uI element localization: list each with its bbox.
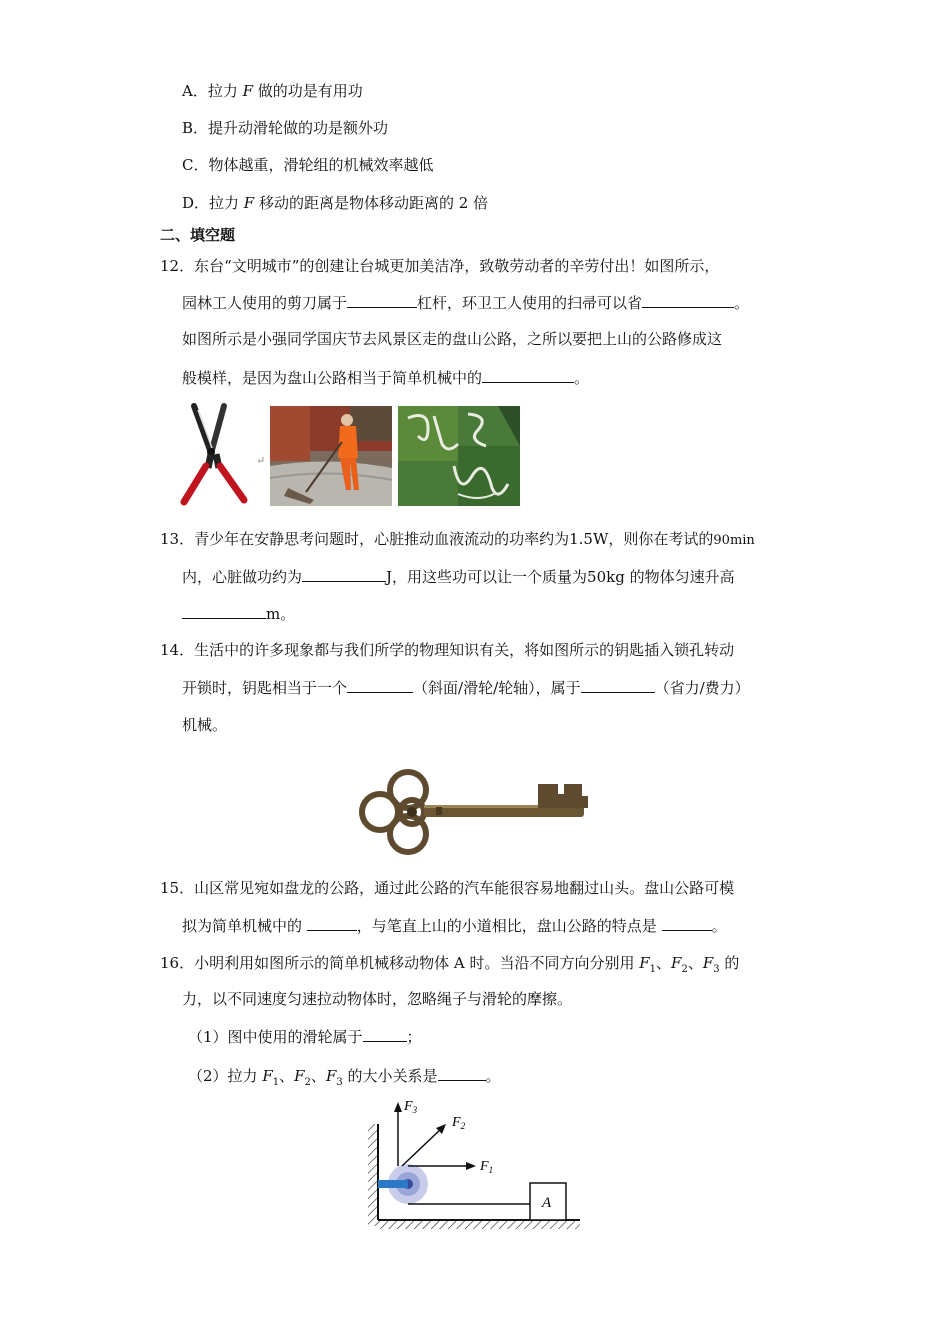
q12-text-c: 。 — [734, 294, 750, 312]
q13-line3 — [182, 602, 295, 625]
q13-blank-2[interactable] — [182, 602, 266, 619]
q13-unit: min — [729, 533, 755, 548]
option-d-rest: 移动的距离是物体移动距离的 2 倍 — [254, 194, 489, 212]
q15-blank-2[interactable] — [662, 914, 712, 931]
f2-arrow — [402, 1128, 442, 1166]
f2-letter: F — [452, 1115, 461, 1130]
section-heading: 二、填空题 — [160, 226, 236, 244]
q16-text-a: 16．小明利用如图所示的简单机械移动物体 A 时。当沿不同方向分别用 — [160, 954, 640, 972]
q16-blank-1[interactable] — [363, 1025, 407, 1042]
q14-text-b: （斜面/滑轮/轮轴），属于 — [413, 679, 581, 697]
q13-mass: 50kg — [587, 568, 625, 586]
q13-time: 90 — [713, 533, 730, 548]
q12-blank-3[interactable] — [482, 366, 574, 383]
q16-line2: 力，以不同速度匀速拉动物体时，忽略绳子与滑轮的摩擦。 — [182, 990, 573, 1008]
q16-f3-sub: 3 — [713, 964, 720, 975]
key-image — [350, 764, 596, 858]
q13-text-d: ，用这些功可以让一个质量为 — [392, 568, 588, 586]
q16-s2-f3-sub: 3 — [336, 1077, 343, 1088]
ground-hatch — [378, 1220, 580, 1229]
q12-text-d: 般模样，是因为盘山公路相当于简单机械中的 — [182, 369, 483, 387]
q16-line1 — [160, 952, 739, 981]
q14-line1: 14．生活中的许多现象都与我们所学的物理知识有关，将如图所示的钥匙插入锁孔转动 — [160, 641, 735, 659]
option-a-rest: 做的功是有用功 — [253, 82, 363, 100]
q12-line2 — [182, 291, 749, 314]
f1-arrowhead — [466, 1162, 476, 1170]
q14-line2 — [182, 676, 750, 699]
q13-text-f: 。 — [280, 605, 296, 623]
q16-s2-sep-1: 、 — [279, 1067, 295, 1085]
q16-s2-sep-2: 、 — [310, 1067, 326, 1085]
q16-sub2-text: （2）拉力 — [188, 1067, 263, 1085]
q16-sub1-end: ； — [406, 1028, 422, 1046]
q12-text-b: 杠杆，环卫工人使用的扫帚可以省 — [417, 294, 643, 312]
f1-letter: F — [480, 1159, 489, 1174]
q15-line1: 15．山区常见宛如盘龙的公路，通过此公路的汽车能很容易地翻过山头。盘山公路可模 — [160, 879, 735, 897]
q14-blank-2[interactable] — [581, 676, 655, 693]
f2-label — [451, 1115, 466, 1131]
q15-line2 — [182, 914, 727, 937]
q12-line4 — [182, 366, 589, 389]
q16-f3-letter: F — [702, 954, 714, 972]
q13-text-a: 13．青少年在安静思考问题时，心脏推动血液流动的功率约为 — [160, 530, 570, 548]
option-a-var: F — [242, 82, 254, 100]
q12-blank-2[interactable] — [642, 291, 734, 308]
q14-text-a: 开锁时，钥匙相当于一个 — [182, 679, 348, 697]
option-b: B．提升动滑轮做的功是额外功 — [182, 119, 389, 137]
q16-sub1-text: （1）图中使用的滑轮属于 — [188, 1028, 363, 1046]
q16-s2-f3-letter: F — [325, 1067, 337, 1085]
q16-s2-f2-letter: F — [294, 1067, 305, 1085]
mountain-road-image — [398, 406, 520, 506]
q15-text-b: ，与笔直上山的小道相比，盘山公路的特点是 — [356, 917, 662, 935]
q13-blank-1[interactable] — [302, 565, 386, 582]
q13-text-c: 内，心脏做功约为 — [182, 568, 303, 586]
f2-sub: 2 — [460, 1121, 466, 1131]
f3-label — [403, 1099, 418, 1115]
q16-sub2-text-b: 的大小关系是 — [342, 1067, 438, 1085]
q14-line3: 机械。 — [182, 716, 228, 734]
q16-f2-letter: F — [671, 954, 682, 972]
q13-power: 1.5W — [569, 530, 609, 548]
q15-text-c: 。 — [711, 917, 727, 935]
q14-text-c: （省力/费力） — [654, 679, 750, 697]
q16-s2-f1-letter: F — [262, 1067, 273, 1085]
f1-sub: 1 — [488, 1165, 494, 1175]
q13-unit-m: m — [266, 605, 281, 623]
q16-f2-sub: 2 — [681, 964, 688, 975]
q16-f1-sub: 1 — [649, 964, 657, 975]
pulley-diagram — [362, 1094, 592, 1236]
q16-sub2-end: 。 — [485, 1067, 501, 1085]
q16-s2-f2-sub: 2 — [304, 1077, 311, 1088]
q13-line2 — [182, 565, 735, 588]
q15-text-a: 拟为简单机械中的 — [182, 917, 307, 935]
option-a-prefix: A．拉力 — [182, 82, 243, 100]
q16-sub1 — [188, 1025, 422, 1048]
option-d-var: F — [243, 194, 255, 212]
option-a — [182, 80, 363, 102]
q12-text-e: 。 — [574, 369, 590, 387]
q16-sub2 — [188, 1064, 501, 1094]
q12-text-a: 园林工人使用的剪刀属于 — [182, 294, 348, 312]
q16-text-b: 的 — [719, 954, 740, 972]
return-mark: ↵ — [256, 454, 266, 467]
q16-s2-f1-sub: 1 — [272, 1077, 280, 1088]
block-a-label: A — [542, 1195, 552, 1211]
wall-hatch — [368, 1124, 378, 1226]
q16-sep-1: 、 — [656, 954, 672, 972]
q12-line3: 如图所示是小强同学国庆节去风景区走的盘山公路，之所以要把上山的公路修成这 — [182, 330, 723, 348]
f1-label — [479, 1159, 493, 1175]
f3-letter: F — [404, 1099, 413, 1114]
q16-blank-2[interactable] — [438, 1064, 486, 1081]
q14-blank-1[interactable] — [347, 676, 413, 693]
f3-sub: 3 — [412, 1105, 418, 1115]
q16-sep-2: 、 — [687, 954, 703, 972]
q13-line1 — [160, 528, 755, 552]
q13-unit-j: J — [386, 568, 393, 586]
option-c: C．物体越重，滑轮组的机械效率越低 — [182, 156, 434, 174]
q15-blank-1[interactable] — [307, 914, 357, 931]
option-d-prefix: D．拉力 — [182, 194, 244, 212]
sweeper-image — [270, 406, 392, 506]
q12-line1: 12．东台“文明城市”的创建让台城更加美洁净，致敬劳动者的辛劳付出！如图所示， — [160, 257, 720, 275]
q13-text-b: ，则你在考试的 — [608, 530, 714, 548]
scissors-image — [168, 402, 256, 508]
f3-arrowhead — [394, 1102, 402, 1112]
q12-blank-1[interactable] — [347, 291, 417, 308]
q13-text-e: 的物体匀速升高 — [624, 568, 735, 586]
option-d — [182, 192, 488, 214]
pulley-bracket — [378, 1180, 408, 1188]
q16-f1-letter: F — [639, 954, 650, 972]
